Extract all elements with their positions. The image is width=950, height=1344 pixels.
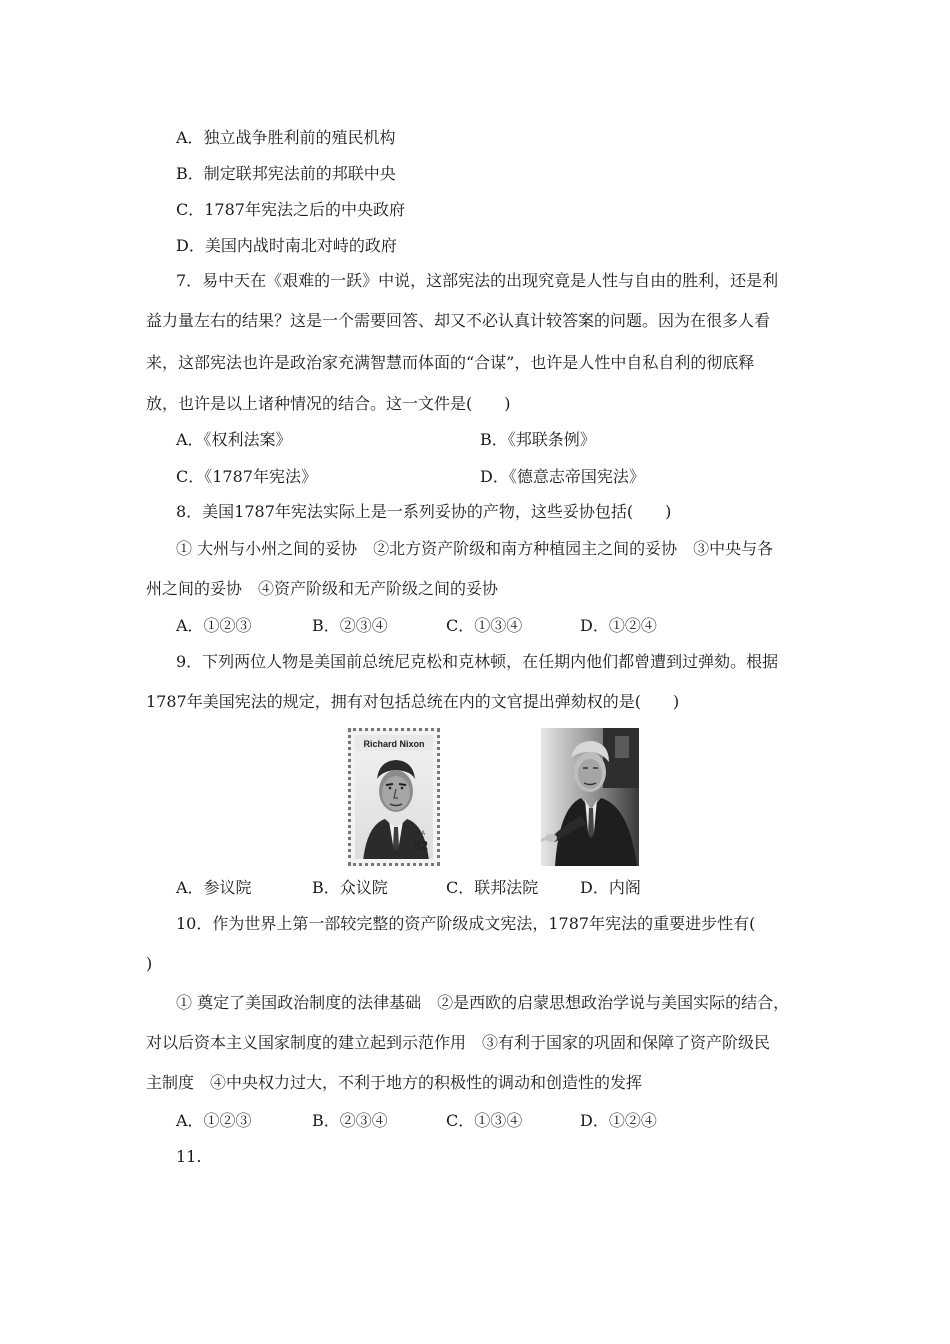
- q6-option-a: A．独立战争胜利前的殖民机构: [176, 128, 396, 147]
- q8-items-line1: ① 大州与小州之间的妥协 ②北方资产阶级和南方种植园主之间的妥协 ③中央与各: [176, 539, 774, 558]
- q8-option-a: A．①②③: [176, 616, 252, 635]
- q7-stem-line2: 益力量左右的结果？这是一个需要回答、却又不必认真计较答案的问题。因为在很多人看: [146, 311, 771, 330]
- q9-option-a: A．参议院: [176, 878, 252, 897]
- q9-option-c: C．联邦法院: [446, 878, 539, 897]
- q10-items-line2: 对以后资本主义国家制度的建立起到示范作用 ③有利于国家的巩固和保障了资产阶级民: [146, 1033, 771, 1052]
- q7-option-c: C．《1787年宪法》: [176, 467, 317, 486]
- q10-option-d: D．①②④: [580, 1111, 657, 1130]
- q8-option-d: D．①②④: [580, 616, 657, 635]
- q10-items-line3: 主制度 ④中央权力过大，不利于地方的积极性的调动和创造性的发挥: [146, 1073, 643, 1092]
- clinton-photo-image: [541, 728, 639, 866]
- nixon-stamp-image: [348, 728, 440, 866]
- q6-option-c: C．1787年宪法之后的中央政府: [176, 200, 405, 219]
- q7-stem-line3: 来，这部宪法也许是政治家充满智慧而体面的“合谋”，也许是人性中自私自利的彻底释: [146, 353, 755, 372]
- q8-items-line2: 州之间的妥协 ④资产阶级和无产阶级之间的妥协: [146, 579, 499, 598]
- q9-stem-line1: 9．下列两位人物是美国前总统尼克松和克林顿，在任期内他们都曾遭到过弹劾。根据: [176, 652, 779, 671]
- q6-option-d: D．美国内战时南北对峙的政府: [176, 236, 397, 255]
- q7-option-d: D．《德意志帝国宪法》: [480, 467, 645, 486]
- q11-number: 11.: [176, 1147, 202, 1166]
- clinton-portrait-icon: [541, 728, 639, 866]
- stamp-value-label: 32: [413, 838, 428, 853]
- q10-stem-line1: 10．作为世界上第一部较完整的资产阶级成文宪法，1787年宪法的重要进步性有(: [176, 914, 756, 933]
- q10-stem-line2: ): [146, 954, 153, 973]
- q10-option-c: C．①③④: [446, 1111, 523, 1130]
- q9-stem-line2: 1787年美国宪法的规定，拥有对包括总统在内的文官提出弹劾权的是( ): [146, 692, 680, 711]
- stamp-country-label: USA: [412, 831, 425, 837]
- q8-option-b: B．②③④: [312, 616, 388, 635]
- q10-option-b: B．②③④: [312, 1111, 388, 1130]
- q10-option-a: A．①②③: [176, 1111, 252, 1130]
- q7-option-b: B．《邦联条例》: [480, 430, 596, 449]
- q7-stem-line1: 7．易中天在《艰难的一跃》中说，这部宪法的出现究竟是人性与自由的胜利，还是利: [176, 271, 779, 290]
- q10-items-line1: ① 奠定了美国政治制度的法律基础 ②是西欧的启蒙思想政治学说与美国实际的结合，: [176, 993, 790, 1012]
- q6-option-b: B．制定联邦宪法前的邦联中央: [176, 164, 396, 183]
- q9-option-b: B．众议院: [312, 878, 388, 897]
- q8-stem: 8．美国1787年宪法实际上是一系列妥协的产物，这些妥协包括( ): [176, 502, 672, 521]
- q9-option-d: D．内阁: [580, 878, 641, 897]
- q8-option-c: C．①③④: [446, 616, 523, 635]
- q7-stem-line4: 放，也许是以上诸种情况的结合。这一文件是( ): [146, 394, 511, 413]
- stamp-name-label: Richard Nixon: [363, 739, 425, 749]
- q7-option-a: A．《权利法案》: [176, 430, 292, 449]
